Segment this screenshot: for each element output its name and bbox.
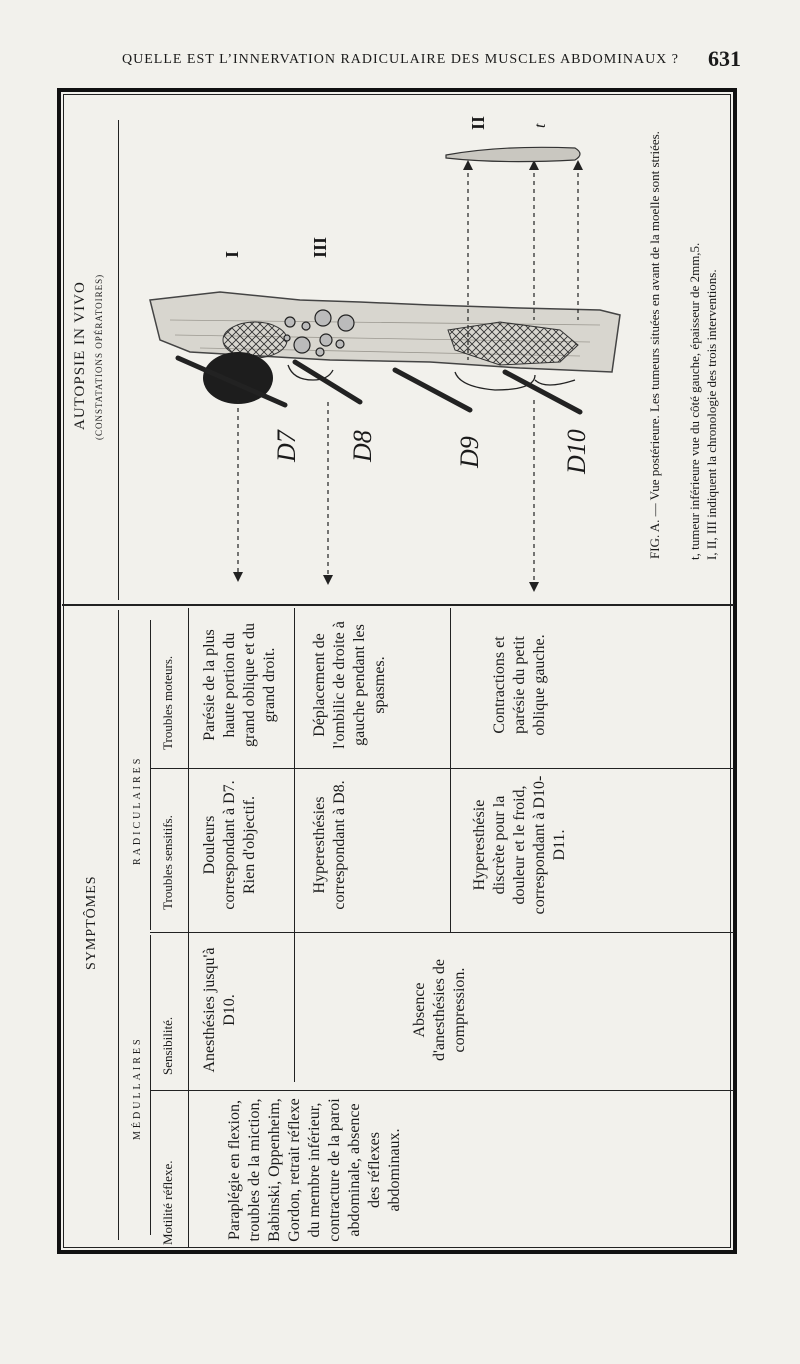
header-row-line [188,608,189,1248]
row-sep-1b [294,932,295,1082]
figure-caption-order: I, II, III indiquent la chronologie des trois interventions. [704,269,719,560]
page-number: 631 [708,46,741,71]
autopsy-subtitle: (CONSTATATIONS OPÉRATOIRES) [94,273,104,440]
radiculaires-bracket-line [150,620,151,930]
col-header-sensibilite: Sensibilité. [160,1016,175,1075]
symptoms-title: SYMPTÔMES [84,875,99,970]
radiculaires-label: RADICULAIRES [132,755,143,865]
col-sep-1 [150,768,734,769]
medullaires-bracket-line [150,935,151,1235]
root-label-d10: D10 [562,429,591,474]
cell-motilite: Paraplégie en flexion, troubles de la miction, Babinski, Oppenheim, Gordon, retrait réflexe du membre inférieur, contracture de la paroi abdominale, absence des réflexes abdominaux. [226,1098,403,1242]
row-sep-2 [450,608,451,932]
marker-II: II [468,115,488,130]
col-header-motilite: Motilité réflexe. [160,1160,175,1245]
col-sep-2 [150,932,734,933]
symptoms-bracket-line [118,610,119,1240]
marker-t: t [532,123,549,128]
cell-moteurs-row1: Parésie de la plus haute portion du grand oblique et du grand droit. [201,623,278,747]
root-label-d9: D9 [455,436,484,468]
cell-moteurs-row2: Déplacement de l'ombilic de droite à gauche pendant les spasmes. [311,621,388,749]
cell-sensibilite-row23: Absence d'anesthésies de compression. [411,959,468,1061]
figure-caption-t: t, tumeur inférieure vue du côté gauche, épaisseur de 2mm,5. [687,242,702,560]
row-sep-1a [294,608,295,932]
cell-sensitifs-row2: Hyperesthésies correspondant à D8. [311,780,348,910]
marker-III: III [310,236,330,258]
autopsy-title: AUTOPSIE IN VIVO [72,281,88,430]
col-sep-3 [150,1090,734,1091]
autopsy-bracket-line [118,120,119,600]
table-divider [62,604,734,606]
cell-sensitifs-row3: Hyperesthésie discrète pour la douleur et le froid, correspondant à D10-D11. [471,775,568,915]
cell-sensibilite-row1: Anesthésies jusqu'à D10. [201,947,238,1073]
figure-caption-main: FIG. A. — Vue postérieure. Les tumeurs situées en avant de la moelle sont striées. [647,131,662,559]
root-label-d7: D7 [272,430,301,462]
running-head [0,44,800,84]
running-title: QUELLE EST L’INNERVATION RADICULAIRE DES MUSCLES ABDOMINAUX ? [122,52,680,67]
marker-I: I [222,250,242,258]
medullaires-label: MÉDULLAIRES [132,1036,143,1140]
col-header-sensitifs: Troubles sensitifs. [160,815,175,910]
root-label-d8: D8 [348,430,377,462]
cell-sensitifs-row1: Douleurs correspondant à D7. Rien d'objectif. [201,780,258,910]
cell-moteurs-row3: Contractions et parésie du petit oblique gauche. [491,634,548,736]
col-header-moteurs: Troubles moteurs. [160,655,175,750]
